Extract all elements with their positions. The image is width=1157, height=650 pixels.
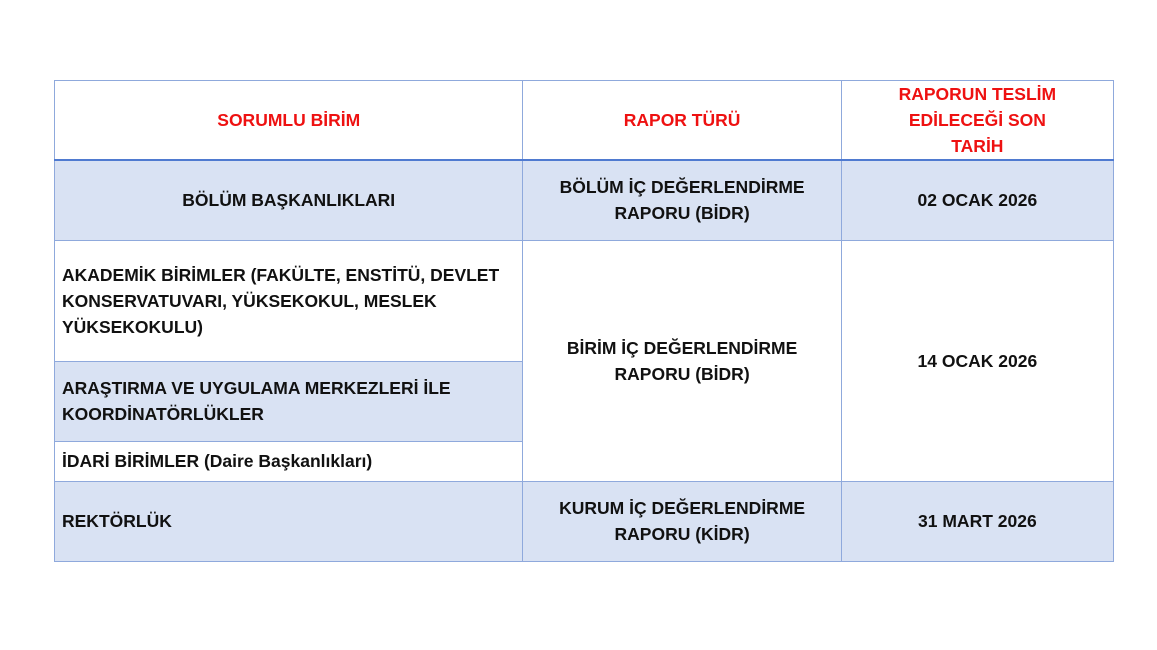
header-responsible-unit: SORUMLU BİRİM <box>55 81 523 161</box>
unit-cell: ARAŞTIRMA VE UYGULAMA MERKEZLERİ İLE KOORDİNATÖRLÜKLER <box>55 361 523 441</box>
report-type-cell: BİRİM İÇ DEĞERLENDİRME RAPORU (BİDR) <box>523 240 841 481</box>
table-row <box>55 160 1114 240</box>
table-row <box>55 481 1114 561</box>
table-row <box>55 240 1114 361</box>
header-deadline: RAPORUN TESLİM EDİLECEĞİ SON TARİH <box>841 81 1113 161</box>
deadline-cell: 02 OCAK 2026 <box>841 160 1113 240</box>
header-row <box>55 81 1114 161</box>
report-type-cell: BÖLÜM İÇ DEĞERLENDİRME RAPORU (BİDR) <box>523 160 841 240</box>
unit-cell: İDARİ BİRİMLER (Daire Başkanlıkları) <box>55 441 523 481</box>
report-type-cell: KURUM İÇ DEĞERLENDİRME RAPORU (KİDR) <box>523 481 841 561</box>
unit-cell: BÖLÜM BAŞKANLIKLARI <box>55 160 523 240</box>
deadline-cell: 31 MART 2026 <box>841 481 1113 561</box>
unit-cell: REKTÖRLÜK <box>55 481 523 561</box>
header-report-type: RAPOR TÜRÜ <box>523 81 841 161</box>
deadline-cell: 14 OCAK 2026 <box>841 240 1113 481</box>
unit-cell: AKADEMİK BİRİMLER (FAKÜLTE, ENSTİTÜ, DEVLET KONSERVATUVARI, YÜKSEKOKUL, MESLEK YÜKSEKOKULU) <box>55 240 523 361</box>
report-deadlines-table <box>54 80 1114 562</box>
